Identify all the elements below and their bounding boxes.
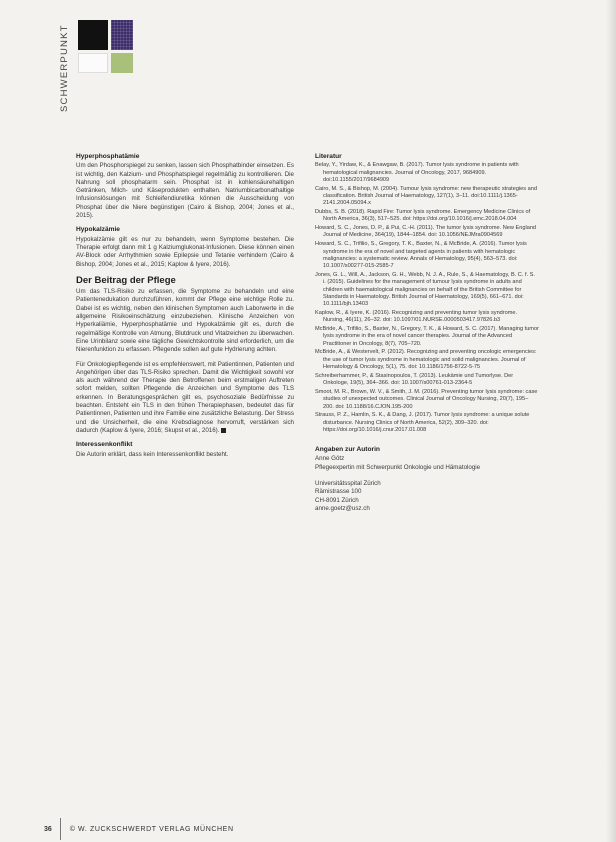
- decorative-square-black: [78, 20, 108, 50]
- reference-item: Cairo, M. S., & Bishop, M. (2004). Tumour lysis syndrome: new therapeutic strategies and classification. British Journal of Haematology, 127(1), 3–11. doi:10.1111/j.1365-2141.2004.05094.x: [315, 185, 537, 207]
- decorative-square-purple: [111, 20, 133, 50]
- conflict-heading: Interessenkonflikt: [76, 441, 133, 449]
- section-label: SCHWERPUNKT: [59, 24, 70, 112]
- reference-item: Howard, S. C., Trifilio, S., Gregory, T. K., Baxter, N., & McBride, A. (2016). Tumor lysis syndrome in the era of novel and targeted agents in patients with hematologic malignancies: a systematic review. Annals of Hematology, 95(4), 563–573. doi: 10.1007/s00277-015-2585-7: [315, 241, 527, 270]
- body-paragraph-1: Um das TLS-Risiko zu erfassen, die Symptome zu behandeln und eine Patientenedukation durchzuführen, kommt der Pflege eine wichtige Rolle zu. Dabei ist es wichtig, neben den klinischen Symptomen auch Laborwerte in die allgemeine Risikoeinschätzung einzubeziehen. Klinische Anzeichen von Hyperkaliämie, Hyperphosphatämie und Hypokalzämie gilt es, durch die regelmäßige Kontrolle von Atmung, Blutdruck und Vitalzeichen zu überwachen. Eine Urinbilanz sowie eine tägliche Gewichtskontrolle sind erforderlich, um die Nierenfunktion zu erfassen. Pflegende sollen auf gute Hydrierung achten.: [76, 288, 294, 354]
- reference-item: McBride, A., & Westervelt, P. (2012). Recognizing and preventing oncologic emergencies: the use of tumor lysis syndrome in hematologic and solid malignancies. Journal of Hematology & Oncology, 5(1), 75. doi: 10.1186/1756-8722-5-75: [315, 349, 537, 371]
- reference-item: Jones, G. L., Will, A., Jackson, G. H., Webb, N. J. A., Rule, S., & Haematology, B. C. f. S. i. (2015). Guidelines for the management of tumour lysis syndrome in adults and children with haematological malignancies on behalf of the British Committee for Standards in Haematology. British Journal of Haematology, 169(5), 661–671. doi: 10.1111/bjh.13403: [315, 271, 535, 308]
- section-hyperphosphatemia: [76, 153, 294, 220]
- author-heading: Angaben zur Autorin: [315, 446, 380, 454]
- publisher-credit: © W. ZUCKSCHWERDT VERLAG MÜNCHEN: [69, 826, 234, 833]
- decorative-square-white: [78, 53, 108, 73]
- page-number: 36: [44, 826, 52, 833]
- right-column: [315, 153, 539, 513]
- section-text: Um den Phosphorspiegel zu senken, lassen sich Phosphatbinder einsetzen. Es ist wichtig, den Kalzium- und Phosphatspiegel regelmäßig zu kontrollieren. Die Nahrung soll phosphatarm sein. Phosphat ist in kohlensäurehaltigen Getränken, Milch- und Käseprodukten enthalten. Natriumbicarbonathaltige Infusionslösungen mit Schleifendiuretika können die Ausscheidung von Phosphat über die Niere begünstigen (Cairo & Bishop, 2004; Jones et al., 2015).: [76, 162, 294, 220]
- address-line: CH-8091 Zürich: [315, 496, 359, 504]
- section-text: Hypokalzämie gilt es nur zu behandeln, wenn Symptome bestehen. Die Therapie erfolgt dann mit 1 g Kalziumglukonat-Infusionen. Diese können einen AV-Block oder Arrhythmien sowie Epilepsie und Tetanie verhindern (Cairo & Bishop, 2004; Jones et al., 2015; Kaplow & Iyere, 2016).: [76, 235, 294, 268]
- section-heading: Hyperphosphatämie: [76, 153, 140, 160]
- author-block: [315, 446, 539, 513]
- reference-item: Smoot, M. R., Brown, W. V., & Smith, J. M. (2016). Preventing tumor lysis syndrome: case studies of unexpected outcomes. Clinical Journal of Oncology Nursing, 20(7), 195–200. doi: 10.1188/16.CJON.195-200: [315, 388, 538, 410]
- reference-item: Belay, Y., Yirdaw, K., & Enawgaw, B. (2017). Tumor lysis syndrome in patients with hematological malignancies. Journal of Oncology, 2017, 9684909. doi:10.1155/2017/9684909: [315, 162, 519, 183]
- address-line: Rämistrasse 100: [315, 488, 362, 496]
- author-name: Anne Götz: [315, 455, 345, 463]
- address-line: Universitätsspital Zürich: [315, 480, 381, 488]
- reference-item: Dubbs, S. B. (2018). Rapid Fire: Tumor lysis syndrome. Emergency Medicine Clinics of North America, 36(3), 517–525. doi: https://doi.org/10.1016/j.emc.2018.04.004: [315, 209, 531, 223]
- reference-item: Howard, S. C., Jones, D. P., & Pui, C.-H. (2011). The tumor lysis syndrome. New England Journal of Medicine, 364(19), 1844–1854. doi: 10.1056/NEJMra0904569: [315, 225, 537, 239]
- section-hypocalcemia: [76, 226, 294, 268]
- page-edge-shadow: [606, 0, 616, 842]
- body-paragraph-2-text: Für Onkologiepflegende ist es empfehlenswert, mit Patientinnen, Patienten und Angehörigen über das TLS-Risiko sprechen. Damit die Wichtigkeit sowohl vor als auch während der Therapie den Betroffenen beim erstmaligen Auftreten sofort melden, sollten Pflegende die Anzeichen und Symptome des TLS erkennen. In Beratungsgesprächen gilt es, psychosoziale Bedürfnisse zu beachten. Entsteht ein TLS in den frühen Therapiephasen, bedeutet das für Patientinnen, Patienten und ihre Familie eine zusätzliche Belastung. Der Stress und die Unsicherheit, die eine Krebsdiagnose hervorruft, verstärken sich dadurch (Kaplow & Iyere, 2016; Skupst et al., 2016).: [76, 360, 294, 434]
- main-heading: Der Beitrag der Pflege: [76, 274, 176, 286]
- end-of-article-mark: [221, 428, 226, 433]
- conflict-text: Die Autorin erklärt, dass kein Interessenkonflikt besteht.: [76, 450, 229, 458]
- reference-item: Schreiberhammer, P., & Stasinopoulos, T. (2013). Leukämie und Tumorlyse. Der Onkologe, 19(5), 364–366. doi: 10.1007/s00761-013-2364-5: [315, 372, 514, 387]
- reference-item: Strauss, P. Z., Hamlin, S. K., & Dang, J. (2017). Tumor lysis syndrome: a unique solute disturbance. Nursing Clinics of North America, 52(2), 309–320. doi: https://doi.org/10.1016/j.cnur.2017.01.008: [315, 412, 530, 433]
- section-heading: Hypokalzämie: [76, 226, 120, 234]
- reference-item: McBride, A., Trifilio, S., Baxter, N., Gregory, T. K., & Howard, S. C. (2017). Managing tumor lysis syndrome in the era of novel cancer therapies. Journal of the Advanced Practitioner in Oncology, 8(7), 705–720.: [315, 326, 539, 347]
- author-role: Pflegeexpertin mit Schwerpunkt Onkologie und Hämatologie: [315, 463, 481, 471]
- page-footer: [44, 826, 234, 833]
- reference-list: [315, 162, 539, 434]
- body-paragraph-2: [76, 361, 294, 436]
- author-email: anne.goetz@usz.ch: [315, 504, 370, 512]
- reference-item: Kaplow, R., & Iyere, K. (2016). Recognizing and preventing tumor lysis syndrome. Nursing, 46(11), 26–32. doi: 10.1097/01.NURSE.0000503417.97826.b3: [315, 309, 518, 324]
- left-column: [76, 153, 294, 465]
- decorative-square-green: [111, 53, 133, 73]
- literature-heading: Literatur: [315, 153, 342, 160]
